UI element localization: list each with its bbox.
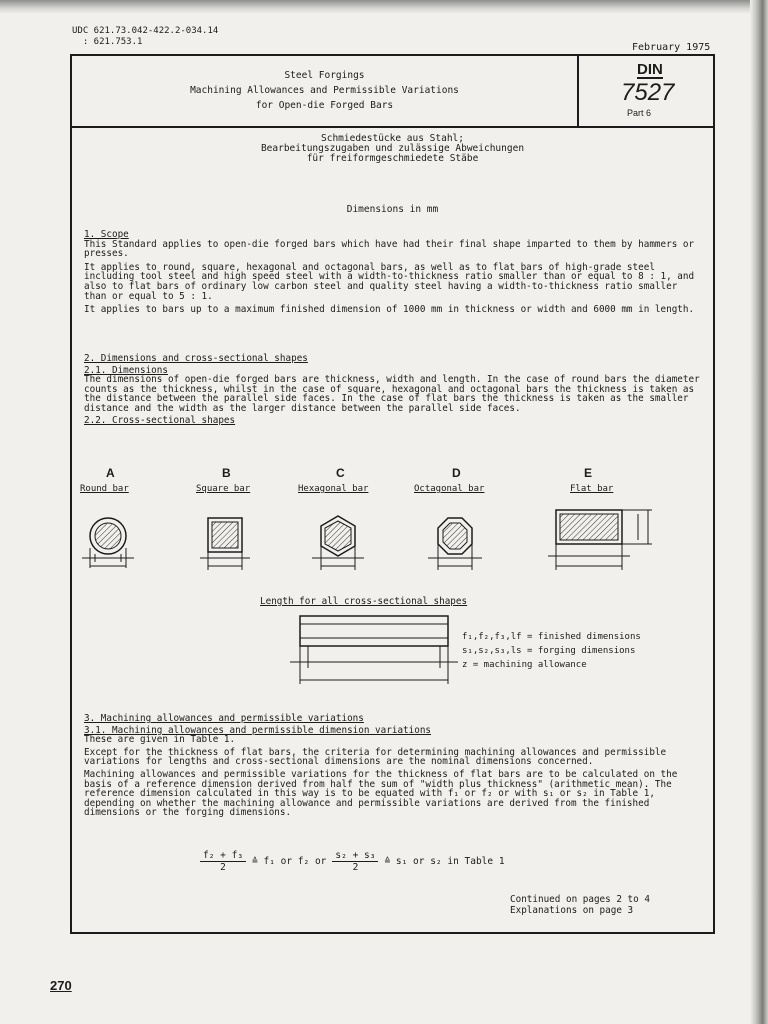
document-frame — [70, 54, 715, 934]
section-scope — [84, 230, 704, 315]
section-heading: 2. Dimensions and cross-sectional shapes — [84, 353, 308, 364]
scan-edge-right — [750, 0, 768, 1024]
legend-forging: s₁,s₂,s₃,ls = forging dimensions — [462, 646, 636, 656]
cross-section-figures — [72, 496, 713, 596]
formula-text: ≙ f₁ or f₂ or — [252, 856, 327, 867]
legend-allowance: z = machining allowance — [462, 660, 587, 670]
part-number: Part 6 — [627, 108, 652, 118]
shape-name-square: Square bar — [196, 484, 251, 494]
udc-classification: UDC 621.73.042-422.2-034.14 : 621.753.1 — [72, 26, 219, 47]
din-number-box — [577, 56, 715, 126]
square-bar-drawing — [200, 518, 250, 570]
dimensions-note: Dimensions in mm — [346, 204, 439, 215]
section-heading: 1. Scope — [84, 229, 129, 240]
title-block — [72, 56, 713, 128]
fraction-forging: s₂ + s₃ 2 — [332, 850, 378, 873]
paragraph: It applies to bars up to a maximum finished dimension of 1000 mm in thickness or width and 6000 mm in length. — [84, 304, 695, 316]
flat-bar-drawing — [548, 510, 652, 570]
paragraph: Except for the thickness of flat bars, the criteria for determining machining allowances and permissible variations for lengths and cross-sectional dimensions are the nominal dimensions concerned. — [84, 746, 667, 768]
continuation-note: Continued on pages 2 to 4 Explanations on page 3 — [510, 894, 650, 916]
page-number: 270 — [50, 978, 72, 993]
issue-date: February 1975 — [632, 42, 711, 53]
subsection-heading: 3.1. Machining allowances and permissible dimension variations — [84, 724, 432, 736]
paragraph: The dimensions of open-die forged bars are thickness, width and length. In the case of round bars the diameter counts as the thickness, whilst in the case of square, hexagonal and octagonal bars the thickness is taken as the distance between the parallel side faces. In the case of flat bars the thickness is taken as the smaller distance and the width as the larger distance between the parallel side faces. — [84, 374, 700, 414]
din-logo: DIN — [637, 61, 663, 78]
shape-name-round: Round bar — [80, 484, 129, 494]
shape-letter-c: C — [336, 466, 345, 480]
paragraph: These are given in Table 1. — [84, 734, 236, 746]
german-title: Schmiedestücke aus Stahl; Bearbeitungszugaben und zulässige Abweichungen für freiformgeschmiedete Stäbe — [260, 133, 525, 164]
section-machining — [84, 714, 704, 818]
legend-finished: f₁,f₂,f₃,lf = finished dimensions — [462, 632, 641, 642]
subsection-heading: 2.2. Cross-sectional shapes — [84, 414, 236, 426]
length-figure-heading: Length for all cross-sectional shapes — [260, 596, 468, 607]
standard-number: 7527 — [621, 79, 675, 106]
formula-text: ≙ s₁ or s₂ in Table 1 — [384, 856, 505, 867]
shape-name-octagonal: Octagonal bar — [414, 484, 485, 494]
shape-letter-d: D — [452, 466, 461, 480]
subsection-heading: 2.1. Dimensions — [84, 364, 168, 376]
english-title: Steel Forgings Machining Allowances and Permissible Variations for Open-die Forged Bars — [190, 70, 459, 111]
fraction-finished: f₂ + f₃ 2 — [200, 850, 246, 873]
section-dimensions — [84, 354, 704, 425]
shape-name-hexagonal: Hexagonal bar — [298, 484, 369, 494]
shape-letter-e: E — [584, 466, 593, 480]
scan-edge-top — [0, 0, 768, 14]
octagonal-bar-drawing — [428, 518, 482, 570]
section-heading: 3. Machining allowances and permissible variations — [84, 713, 364, 724]
hexagonal-bar-drawing — [312, 516, 364, 570]
paragraph: This Standard applies to open-die forged bars which have had their final shape imparted to them by hammers or presses. — [84, 238, 695, 260]
reference-formula — [200, 850, 505, 873]
length-figure — [272, 612, 462, 692]
shape-letter-a: A — [106, 466, 115, 480]
shape-letter-b: B — [222, 466, 231, 480]
round-bar-drawing — [82, 518, 134, 568]
paragraph: Machining allowances and permissible variations for the thickness of flat bars are to be calculated on the basis of a reference dimension derived from half the sum of "width plus thickness" (arithmetic mean). The reference dimension calculated in this way is to be equated with f₁ or f₂ or with s₁ or s₂ in Table 1, depending on whether the machining allowance and permissible variations are derived from the finished dimensions or the forging dimensions. — [84, 768, 678, 819]
shape-name-flat: Flat bar — [570, 484, 614, 494]
paragraph: It applies to round, square, hexagonal and octagonal bars, as well as to flat bars of high-grade steel including tool steel and high speed steel with a width-to-thickness ratio smaller than or equal to 8 : 1, and also to flat bars of ordinary low carbon steel and quality steel having a width-to-thickness ratio smaller than or equal to 5 : 1. — [84, 261, 695, 302]
